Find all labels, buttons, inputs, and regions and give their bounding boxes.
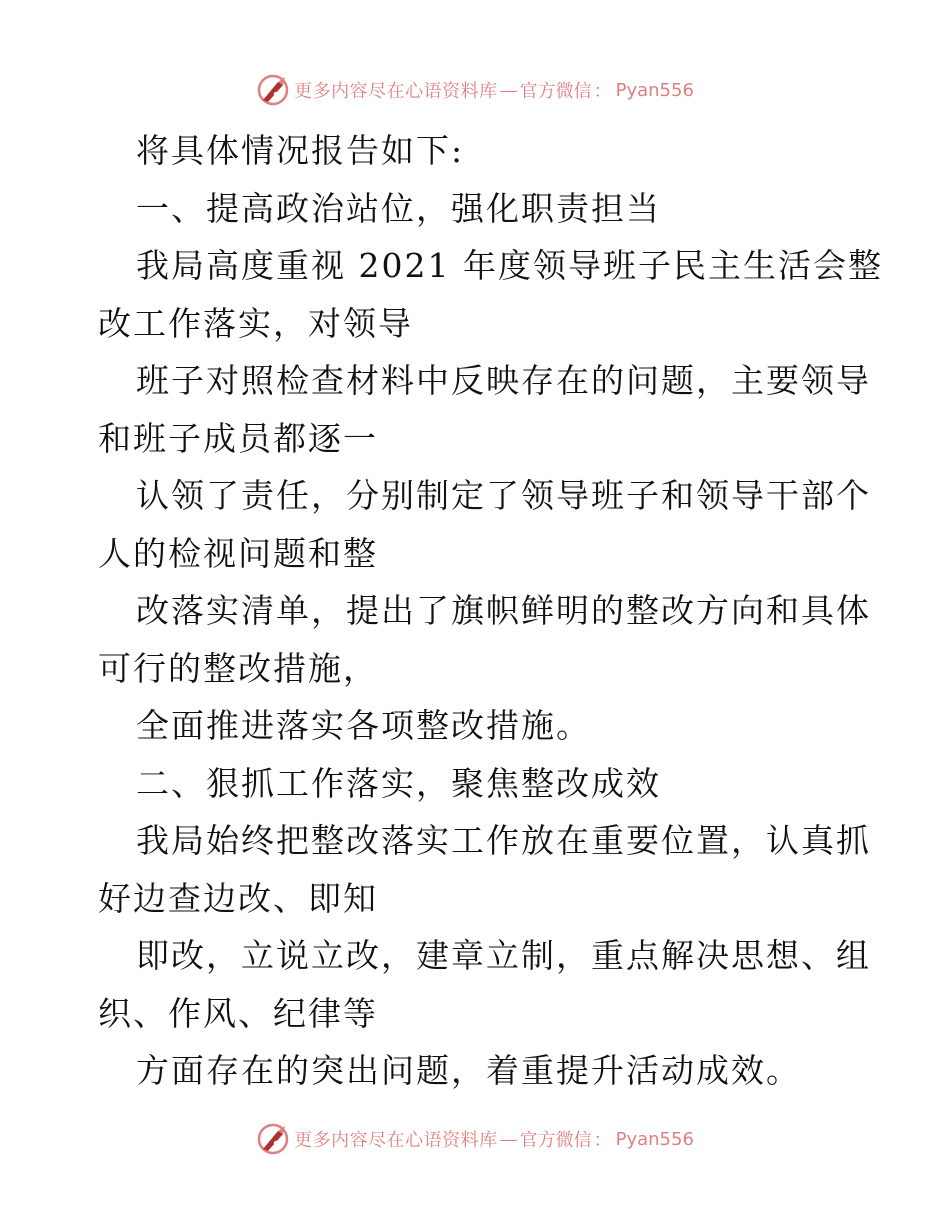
document-body [98,122,883,1100]
footer-watermark [0,1119,950,1159]
watermark-separator: ： [593,1130,612,1151]
text-line: 即改，立说立改，建章立制，重点解决思想、组 [136,936,871,975]
watermark-site-text: 更多内容尽在心语资料库 [294,81,498,102]
text-line: 将具体情况报告如下: [136,131,465,170]
text-line: 班子对照检查材料中反映存在的问题，主要领导 [136,361,871,400]
watermark-dash: — [499,79,518,101]
text-line: 方面存在的突出问题，着重提升活动成效。 [136,1051,801,1090]
text-line: 好边查边改、即知 [98,878,378,918]
text-line: 人的检视问题和整 [98,533,378,573]
text-line: 和班子成员都逐一 [98,418,378,458]
watermark-dash: — [499,1128,518,1150]
watermark-label: 官方微信 [519,81,592,102]
quill-pen-logo-icon [256,73,290,107]
text-line: 一、提高政治站位，强化职责担当 [136,188,661,228]
text-line: 全面推进落实各项整改措施。 [136,706,591,745]
header-watermark [0,70,950,110]
watermark-site-text: 更多内容尽在心语资料库 [294,1130,498,1151]
watermark-account-id: Pyan556 [615,1128,694,1150]
text-line: 织、作风、纪律等 [98,993,378,1033]
watermark-separator: ： [593,81,612,102]
text-line: 我局高度重视 2021 年度领导班子民主生活会整 [136,246,883,285]
text-line: 我局始终把整改落实工作放在重要位置，认真抓 [136,821,871,860]
watermark-label: 官方微信 [519,1130,592,1151]
text-line: 二、狠抓工作落实，聚焦整改成效 [136,763,661,803]
watermark-account-id: Pyan556 [615,79,694,101]
text-line: 认领了责任，分别制定了领导班子和领导干部个 [136,476,871,515]
text-line: 改落实清单，提出了旗帜鲜明的整改方向和具体 [136,591,871,630]
text-line: 改工作落实，对领导 [98,303,413,343]
text-line: 可行的整改措施， [98,648,378,688]
quill-pen-logo-icon [256,1122,290,1156]
